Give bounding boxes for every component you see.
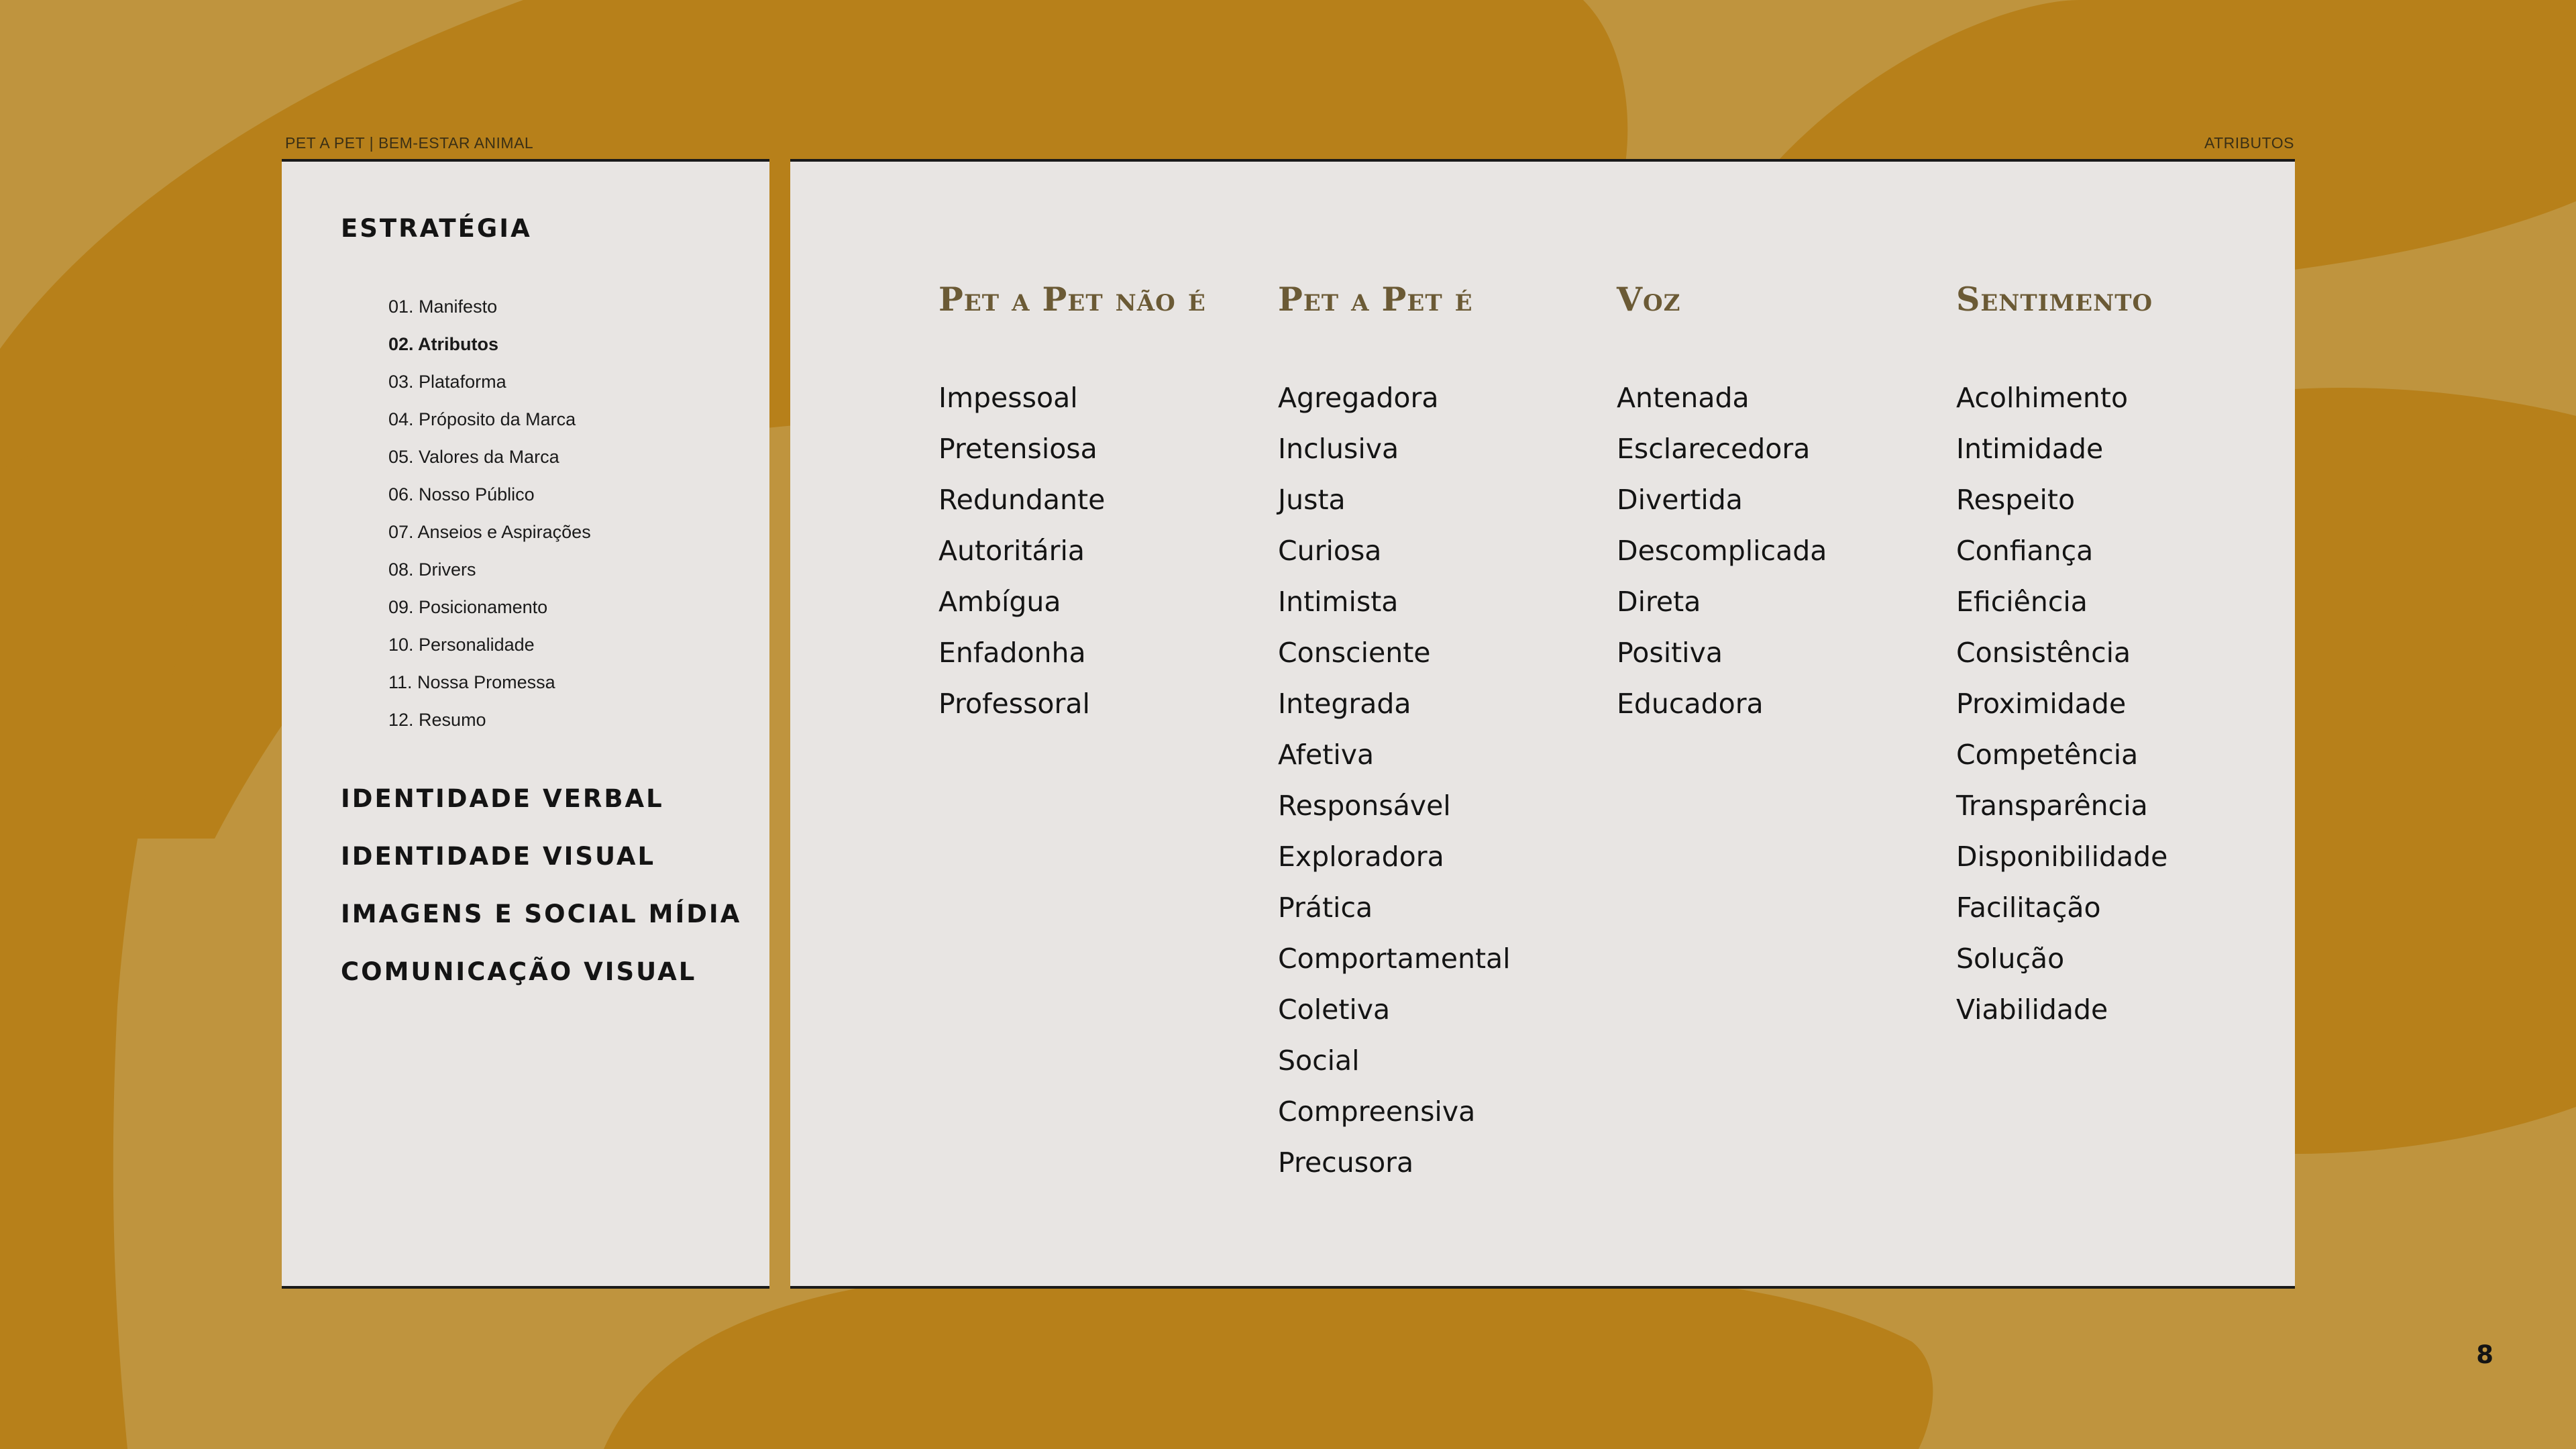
attribute-item: Enfadonha [938, 637, 1086, 669]
column-list-e [1278, 372, 1511, 1188]
attribute-item: Integrada [1278, 688, 1411, 720]
toc-item-valores[interactable]: 05. Valores da Marca [388, 447, 559, 467]
attribute-item: Confiança [1956, 535, 2094, 567]
attribute-item: Direta [1617, 586, 1701, 618]
toc-item-drivers[interactable]: 08. Drivers [388, 559, 476, 580]
column-nao-e [938, 276, 1206, 729]
attribute-item: Eficiência [1956, 586, 2088, 618]
column-heading-sentimento: Sentimento [1956, 280, 2153, 319]
attribute-item: Competência [1956, 739, 2139, 771]
column-heading-e: Pet a Pet é [1278, 280, 1473, 319]
toc-item-posicionamento[interactable]: 09. Posicionamento [388, 597, 548, 617]
column-e [1278, 276, 1511, 1188]
attribute-item: Disponibilidade [1956, 841, 2168, 873]
attribute-item: Curiosa [1278, 535, 1382, 567]
attribute-item: Social [1278, 1044, 1360, 1077]
attribute-item: Acolhimento [1956, 382, 2129, 414]
header-section: ATRIBUTOS [2204, 134, 2294, 152]
column-list-nao-e [938, 372, 1206, 729]
attribute-item: Positiva [1617, 637, 1723, 669]
header-brand: PET A PET | BEM-ESTAR ANIMAL [285, 134, 534, 152]
attribute-item: Consistência [1956, 637, 2131, 669]
toc-item-plataforma[interactable]: 03. Plataforma [388, 372, 506, 392]
section-comunicacao-visual[interactable]: COMUNICAÇÃO VISUAL [341, 957, 697, 986]
attribute-item: Facilitação [1956, 892, 2101, 924]
attribute-item: Compreensiva [1278, 1095, 1476, 1128]
attribute-item: Transparência [1956, 790, 2148, 822]
attribute-item: Intimista [1278, 586, 1399, 618]
toc-item-atributos[interactable]: 02. Atributos [388, 334, 499, 354]
toc-item-manifesto[interactable]: 01. Manifesto [388, 297, 498, 317]
column-sentimento [1956, 276, 2167, 1035]
attribute-item: Precusora [1278, 1146, 1414, 1179]
section-identidade-verbal[interactable]: IDENTIDADE VERBAL [341, 784, 664, 813]
attribute-item: Redundante [938, 484, 1106, 516]
attribute-item: Agregadora [1278, 382, 1439, 414]
background-blob-bottom [604, 1265, 1933, 1449]
attribute-item: Impessoal [938, 382, 1078, 414]
column-list-sentimento [1956, 372, 2167, 1035]
page-number: 8 [2476, 1340, 2493, 1369]
column-heading-voz: Voz [1617, 280, 1681, 319]
toc-item-publico[interactable]: 06. Nosso Público [388, 484, 535, 504]
sidebar-panel [282, 159, 769, 1289]
column-heading-nao-e: Pet a Pet não é [938, 280, 1206, 319]
attribute-item: Responsável [1278, 790, 1451, 822]
section-identidade-visual[interactable]: IDENTIDADE VISUAL [341, 842, 656, 871]
attribute-item: Afetiva [1278, 739, 1375, 771]
attribute-item: Respeito [1956, 484, 2076, 516]
section-estrategia[interactable]: ESTRATÉGIA [341, 214, 532, 243]
attribute-item: Professoral [938, 688, 1090, 720]
attribute-item: Ambígua [938, 586, 1061, 618]
attribute-item: Divertida [1617, 484, 1743, 516]
attribute-item: Comportamental [1278, 943, 1511, 975]
attribute-item: Coletiva [1278, 994, 1391, 1026]
attribute-item: Inclusiva [1278, 433, 1399, 465]
attribute-item: Proximidade [1956, 688, 2127, 720]
attribute-item: Autoritária [938, 535, 1085, 567]
attribute-item: Justa [1278, 484, 1346, 516]
background-blob-right-lower [2294, 388, 2576, 1154]
attribute-item: Esclarecedora [1617, 433, 1811, 465]
attribute-item: Prática [1278, 892, 1373, 924]
toc-item-resumo[interactable]: 12. Resumo [388, 710, 486, 730]
toc-list [388, 288, 591, 739]
attribute-item: Pretensiosa [938, 433, 1097, 465]
toc-item-personalidade[interactable]: 10. Personalidade [388, 635, 535, 655]
attribute-item: Intimidade [1956, 433, 2104, 465]
toc-item-anseios[interactable]: 07. Anseios e Aspirações [388, 522, 591, 542]
attributes-panel [790, 159, 2295, 1289]
toc-item-proposito[interactable]: 04. Próposito da Marca [388, 409, 576, 429]
section-imagens-social-midia[interactable]: IMAGENS E SOCIAL MÍDIA [341, 900, 742, 928]
attribute-item: Antenada [1617, 382, 1750, 414]
attribute-item: Viabilidade [1956, 994, 2108, 1026]
column-voz [1617, 276, 1827, 729]
attribute-item: Consciente [1278, 637, 1431, 669]
column-list-voz [1617, 372, 1827, 729]
attribute-item: Solução [1956, 943, 2065, 975]
attribute-item: Exploradora [1278, 841, 1444, 873]
attribute-item: Educadora [1617, 688, 1764, 720]
attribute-item: Descomplicada [1617, 535, 1827, 567]
toc-item-promessa[interactable]: 11. Nossa Promessa [388, 672, 555, 692]
